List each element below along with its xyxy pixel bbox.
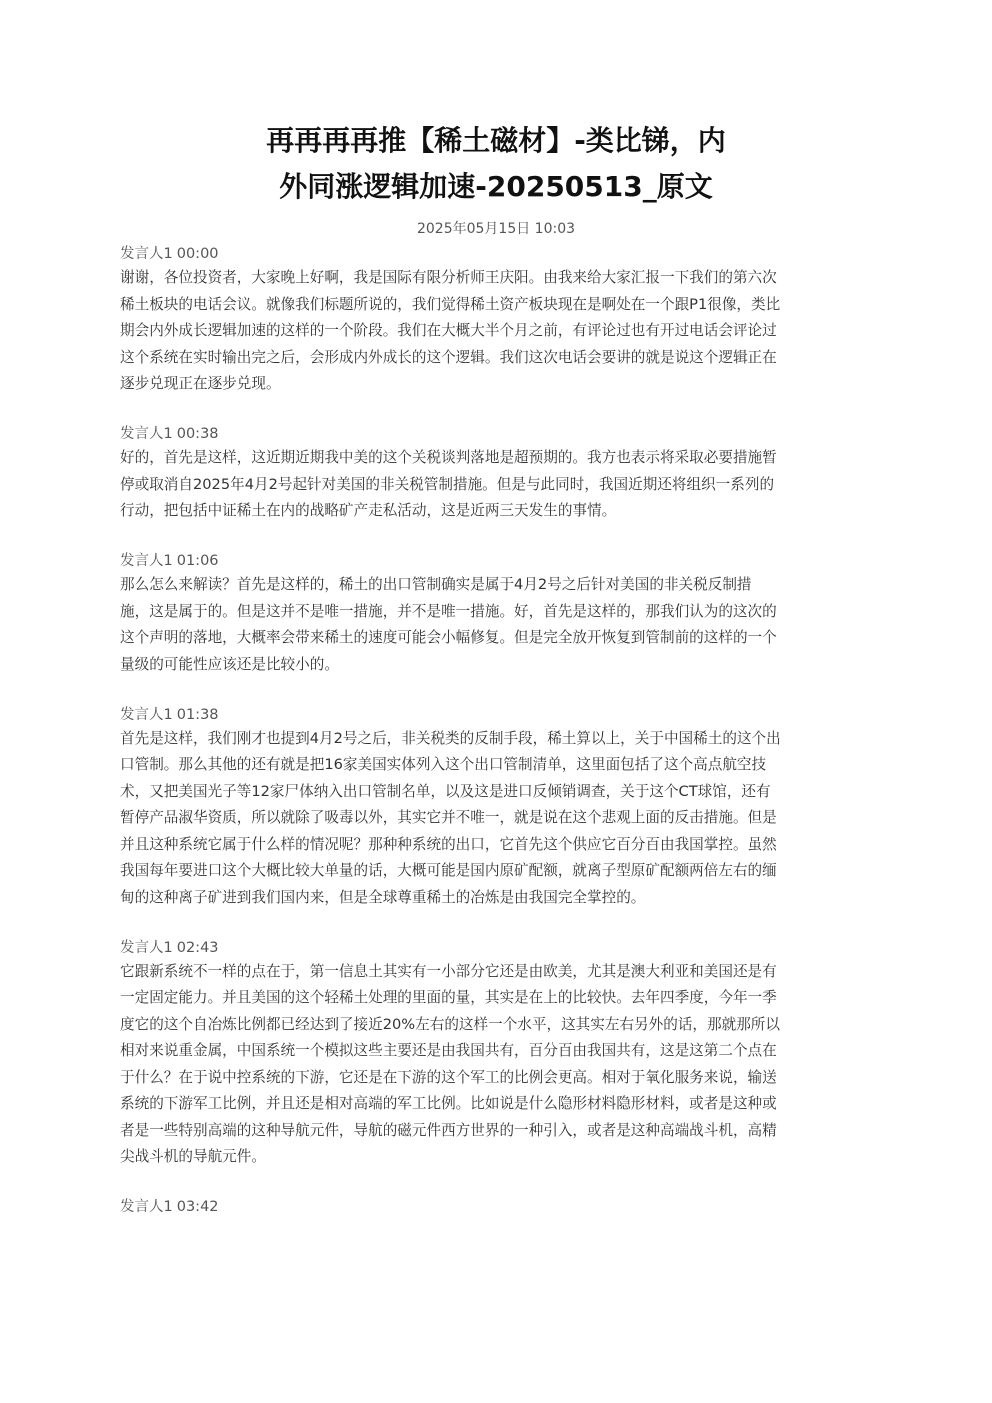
speech-line: 术，又把美国光子等12家尸体纳入出口管制名单，以及这是进口反倾销调查，关于这个CT球馆，还有	[120, 782, 771, 800]
speech-line: 于什么？在于说中控系统的下游，它还是在下游的这个军工的比例会更高。相对于氧化服务来说，输送	[120, 1068, 777, 1086]
speaker-timestamp: 01:06	[176, 553, 219, 569]
speech-line: 相对来说重金属，中国系统一个模拟这些主要还是由我国共有，百分百由我国共有，这是这第二个点在	[120, 1042, 777, 1059]
speech-paragraph	[120, 572, 872, 678]
transcript-segment	[120, 1197, 872, 1218]
title-line-2: 外同涨逻辑加速-20250513_原文	[279, 170, 713, 203]
transcript-segment	[120, 938, 872, 1171]
speech-line: 并且这种系统它属于什么样的情况呢？那种种系统的出口，它首先这个供应它百分百由我国掌控。虽然	[120, 835, 777, 853]
speech-line: 逐步兑现正在逐步兑现。	[120, 375, 281, 392]
speaker-name: 发言人1	[120, 246, 173, 262]
speech-line: 期会内外成长逻辑加速的这样的一个阶段。我们在大概大半个月之前，有评论过也有开过电话会评论过	[120, 322, 777, 339]
speaker-name: 发言人1	[120, 939, 173, 956]
speaker-name: 发言人1	[120, 1199, 173, 1215]
speaker-header	[120, 551, 872, 572]
transcript-segment	[120, 424, 872, 525]
speaker-header	[120, 244, 872, 265]
speech-line: 一定固定能力。并且美国的这个轻稀土处理的里面的量，其实是在上的比较快。去年四季度，今年一季	[120, 989, 777, 1006]
speech-line: 谢谢，各位投资者，大家晚上好啊，我是国际有限分析师王庆阳。由我来给大家汇报一下我们的第六次	[120, 269, 777, 286]
speech-line: 甸的这种离子矿进到我们国内来，但是全球尊重稀土的冶炼是由我国完全掌控的。	[120, 888, 646, 906]
transcript-segment	[120, 244, 872, 398]
speech-line: 施，这是属于的。但是这并不是唯一措施，并不是唯一措施。好，首先是这样的，那我们认为的这次的	[120, 602, 777, 620]
speech-line: 首先是这样，我们刚才也提到4月2号之后，非关税类的反制手段，稀土算以上，关于中国稀土的这个出	[120, 729, 781, 747]
speaker-name: 发言人1	[120, 426, 173, 442]
speech-line: 我国每年要进口这个大概比较大单量的话，大概可能是国内原矿配额，就离子型原矿配额两倍左右的缅	[120, 862, 777, 879]
speaker-timestamp: 03:42	[176, 1199, 219, 1215]
speech-line: 好的，首先是这样，这近期近期我中美的这个关税谈判落地是超预期的。我方也表示将采取必要措施暂	[120, 449, 777, 466]
document-date: 2025年05月15日 10:03	[416, 221, 576, 237]
speech-paragraph	[120, 726, 872, 912]
speech-line: 停或取消自2025年4月2号起针对美国的非关税管制措施。但是与此同时，我国近期还将组织一系列的	[120, 475, 775, 493]
speaker-timestamp: 02:43	[176, 939, 219, 956]
speaker-header	[120, 1197, 872, 1218]
speech-paragraph	[120, 959, 872, 1171]
transcript-segment	[120, 705, 872, 912]
speaker-header	[120, 705, 872, 726]
speech-line: 它跟新系统不一样的点在于，第一信息土其实有一小部分它还是由欧美，尤其是澳大利亚和美国还是有	[120, 962, 777, 980]
transcript	[120, 244, 872, 1245]
speaker-header	[120, 938, 872, 959]
speaker-name: 发言人1	[120, 706, 173, 723]
speech-paragraph	[120, 445, 872, 525]
speech-line: 度它的这个自冶炼比例都已经达到了接近20%左右的这样一个水平，这其实左右另外的话，那就那所以	[120, 1015, 780, 1033]
speech-line: 量级的可能性应该还是比较小的。	[120, 655, 339, 673]
document-title	[120, 118, 872, 210]
speech-line: 稀土板块的电话会议。就像我们标题所说的，我们觉得稀土资产板块现在是啊处在一个跟P1很像，类比	[120, 295, 781, 313]
speaker-timestamp: 01:38	[176, 706, 219, 723]
speech-line: 系统的下游军工比例，并且还是相对高端的军工比例。比如说是什么隐形材料隐形材料，或者是这种或	[120, 1095, 777, 1112]
speaker-timestamp: 00:00	[176, 246, 219, 262]
speech-line: 那么怎么来解读？首先是这样的，稀土的出口管制确实是属于4月2号之后针对美国的非关税反制措	[120, 576, 752, 593]
speech-line: 这个声明的落地，大概率会带来稀土的速度可能会小幅修复。但是完全放开恢复到管制前的这样的一个	[120, 629, 777, 646]
speech-line: 口管制。那么其他的还有就是把16家美国实体列入这个出口管制清单，这里面包括了这个高点航空技	[120, 756, 767, 773]
speaker-name: 发言人1	[120, 553, 173, 569]
speech-paragraph	[120, 265, 872, 398]
transcript-segment	[120, 551, 872, 678]
speech-line: 这个系统在实时输出完之后，会形成内外成长的这个逻辑。我们这次电话会要讲的就是说这个逻辑正在	[120, 348, 777, 366]
title-line-1: 再再再再推【稀土磁材】-类比锑，内	[266, 124, 726, 157]
speech-line: 暂停产品淑华资质，所以就除了吸毒以外，其实它并不唯一，就是说在这个悲观上面的反击措施。但是	[120, 809, 777, 826]
speaker-timestamp: 00:38	[176, 426, 219, 442]
speech-line: 行动，把包括中证稀土在内的战略矿产走私活动，这是近两三天发生的事情。	[120, 502, 617, 519]
speech-line: 者是一些特别高端的这种导航元件，导航的磁元件西方世界的一种引入，或者是这种高端战斗机，高精	[120, 1121, 777, 1139]
speaker-header	[120, 424, 872, 445]
speech-line: 尖战斗机的导航元件。	[120, 1148, 266, 1165]
